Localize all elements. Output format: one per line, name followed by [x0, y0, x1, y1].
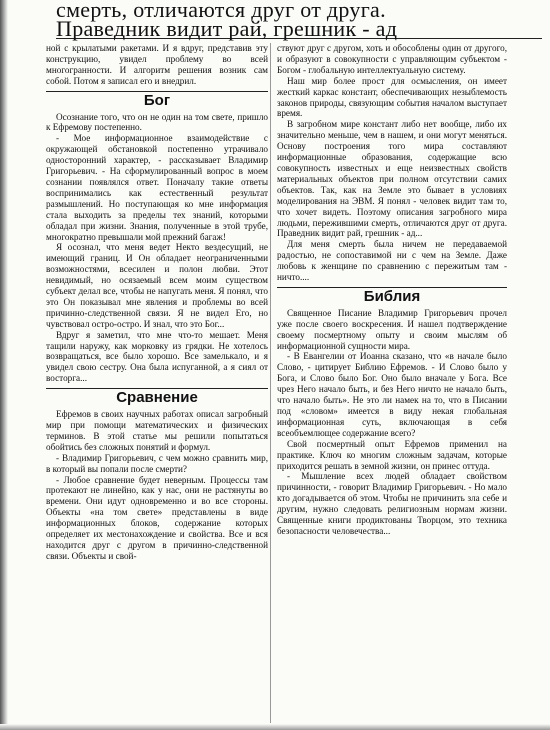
paragraph: Свой посмертный опыт Ефремов применил на практике. Ключ ко многим сложным задачам, которые приходится решать в земной жизни, он принес оттуда. — [277, 438, 507, 471]
paragraph: Наш мир более прост для осмысления, он имеет жесткий каркас констант, обеспечивающих незыблемость законов природы, связующим события началом выступает время. — [277, 75, 507, 119]
paragraph: Для меня смерть была ничем не передаваемой радостью, не сопоставимой ни с чем на Земле. Даже любовь к женщине по сравнению с пережитым там - ничто.... — [277, 239, 507, 283]
paragraph: - Мое информационное взаимодействие с окружающей обстановкой постепенно утрачивало односторонний характер, - рассказывает Владимир Григорьевич. - На сформулированный вопрос в моем сознании появлялся ответ. Поначалу такие ответы воспринимались как естественный результат размышлений. Но поступающая ко мне информация стала выходить за пределы тех знаний, которыми обладал при жизни. Знания, полученные в этой трубе, многократно превышали мой прежний багаж! — [46, 133, 268, 242]
section-heading-sravnenie: Сравнение — [46, 388, 268, 404]
paragraph: Осознание того, что он не один на том свете, пришло к Ефремову постепенно. — [46, 111, 268, 133]
paragraph: Священное Писание Владимир Григорьевич прочел уже после своего воскресения. И нашел подтверждение своему посмертному опыту и своим мыслям об информационной сущности мира. — [277, 307, 507, 351]
paragraph: Вдруг я заметил, что мне что-то мешает. Меня тащили наружу, как морковку из грядки. Не хотелось возвращаться, все было хорошо. Все замелькало, и я увидел свою сестру. Она была испуганной, а я сиял от восторга... — [46, 329, 268, 384]
left-column — [46, 43, 268, 723]
pull-quote-banner — [56, 0, 542, 39]
scan-shadow-bottom — [0, 724, 550, 730]
paragraph: - В Евангелии от Иоанна сказано, что «в начале было Слово, - цитирует Библию Ефремов. - И Слово было у Бога, и Слово было Бог. Оно было вначале у Бога. Все чрез Него начало быть, и без Него ничто не начало быть, что начало быть». Не это ли намек на то, что в Писании под «словом» имеется в виду некая глобальная информационная суть, включающая в себя всеобъемлющее содержание всего? — [277, 351, 507, 438]
right-column — [270, 43, 507, 723]
paragraph: - Любое сравнение будет неверным. Процессы там протекают не линейно, как у нас, они не растянуты во времени. Они идут одновременно и во все стороны. Объекты «на том свете» представлены в виде информационных блоков, содержание которых определяет их местонахождение и свойства. Все и вся находится друг с другом в причинно-следственной связи. Объекты и свой- — [46, 474, 268, 561]
section-heading-bibliya: Библия — [277, 287, 507, 303]
banner-line-1: смерть, отличаются друг от друга. — [56, 0, 386, 22]
paragraph: ной с крылатыми ракетами. И я вдруг, представив эту конструкцию, увидел проблему во всей многогранности. И алгоритм решения возник сам собой. Потом я записал его и внедрил. — [46, 43, 268, 86]
banner-line-2: Праведник видит рай, грешник - ад — [56, 16, 398, 41]
scan-shadow-edge — [0, 0, 8, 730]
paragraph: ствуют друг с другом, хоть и обособлены один от другого, и образуют в совокупности с управляющим субъектом - Богом - глобальную интеллектуальную систему. — [277, 43, 507, 75]
paragraph: - Владимир Григорьевич, с чем можно сравнить мир, в который вы попали после смерти? — [46, 452, 268, 474]
paragraph: - Мышление всех людей обладает свойством причинности, - говорит Владимир Григорьевич. - Но мало кто догадывается об этом. Чтобы не причинить зла себе и другим, нужно следовать религиозным нормам жизни. Священные книги продиктованы Творцом, это техника безопасности человечества... — [277, 471, 507, 536]
paragraph: В загробном мире констант либо нет вообще, либо их значительно меньше, чем в нашем, и они могут меняться. Основу построения того мира составляют информационные образования, содержащие всю совокупность известных и еще неизвестных свойств материальных объектов при полном отсутствии самих объектов. Так, как на Земле это бывает в условиях моделирования на ЭВМ. Я понял - человек видит там то, что хочет видеть. Поэтому описания загробного мира людьми, пережившими смерть, отличаются друг от друга. Праведник видит рай, грешник - ад... — [277, 119, 507, 239]
paragraph: Ефремов в своих научных работах описал загробный мир при помощи математических и физических терминов. В этой статье мы решили попытаться обойтись без сложных понятий и формул. — [46, 409, 268, 452]
section-heading-bog: Бог — [46, 91, 268, 107]
paragraph: Я осознал, что меня ведет Некто вездесущий, не имеющий границ. И Он обладает неограниченными возможностями, всесилен и полон любви. Этот невидимый, но осязаемый всем моим существом субъект делал все, чтобы не напугать меня. Я понял, что это Он показывал мне явления и проблемы во всей причинно-следственной связи. Я не видел Его, но чувствовал остро-остро. И знал, что это Бог... — [46, 242, 268, 329]
